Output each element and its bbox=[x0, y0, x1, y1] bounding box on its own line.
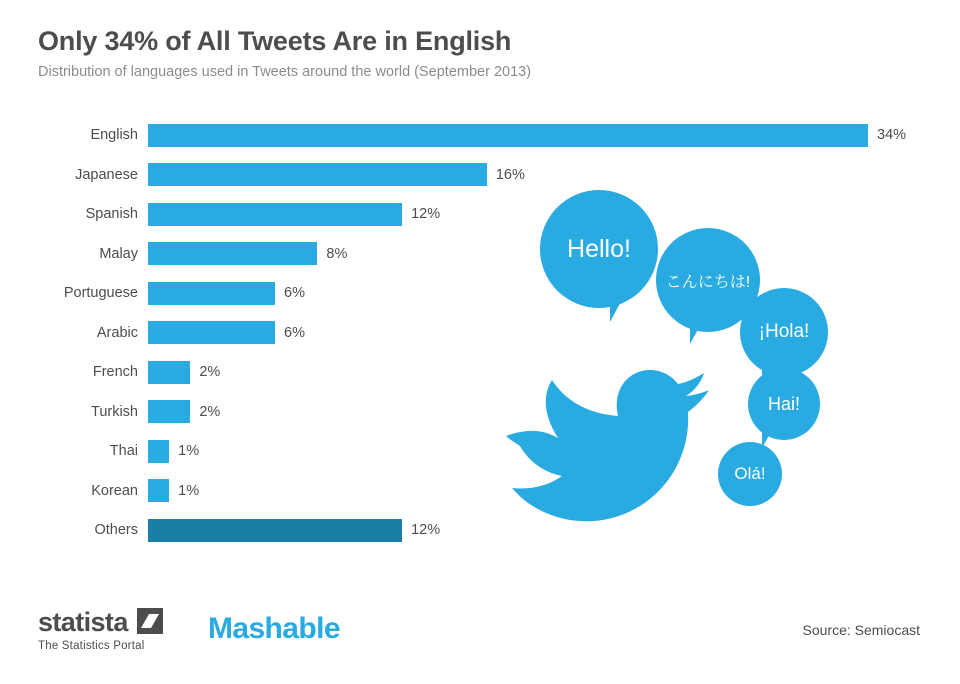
category-label: Arabic bbox=[96, 324, 138, 341]
footer bbox=[0, 598, 960, 684]
bar bbox=[148, 124, 868, 147]
category-label: English bbox=[90, 127, 138, 143]
statista-mark-icon bbox=[137, 608, 163, 634]
bar bbox=[148, 282, 275, 305]
bar bbox=[148, 361, 190, 384]
statista-wordmark: statista bbox=[38, 607, 128, 637]
bar bbox=[148, 400, 190, 423]
bar bbox=[148, 321, 275, 344]
category-label: Thai bbox=[109, 443, 138, 459]
category-label: Spanish bbox=[85, 206, 138, 222]
category-label: Korean bbox=[91, 482, 138, 499]
category-label: Others bbox=[94, 522, 138, 538]
chart-row bbox=[0, 118, 960, 152]
bar-container bbox=[148, 237, 347, 271]
source-note: Source: Semiocast bbox=[802, 622, 920, 638]
speech-bubble-spanish: ¡Hola! bbox=[740, 288, 828, 376]
value-label: 12% bbox=[411, 522, 441, 538]
value-label: 1% bbox=[178, 443, 200, 459]
statista-logo bbox=[38, 608, 218, 652]
bar-container bbox=[148, 276, 305, 310]
bar-container bbox=[148, 118, 906, 152]
bar bbox=[148, 242, 317, 265]
bar bbox=[148, 203, 402, 226]
bar-container bbox=[148, 197, 440, 231]
bar-container bbox=[148, 395, 220, 429]
chart-row bbox=[0, 355, 960, 389]
value-label: 1% bbox=[178, 482, 200, 499]
value-label: 34% bbox=[877, 127, 907, 143]
value-label: 6% bbox=[284, 324, 306, 341]
speech-bubble-malay: Hai! bbox=[748, 368, 820, 440]
category-label: Japanese bbox=[75, 166, 138, 183]
speech-bubble-japanese: こんにちは! bbox=[656, 228, 760, 332]
bar-container bbox=[148, 355, 220, 389]
bar bbox=[148, 479, 169, 502]
page-subtitle: Distribution of languages used in Tweets around the world (September 2013) bbox=[38, 64, 532, 81]
category-label: French bbox=[92, 364, 138, 380]
bar-container bbox=[148, 316, 305, 350]
chart-row bbox=[0, 316, 960, 350]
chart-row bbox=[0, 237, 960, 271]
value-label: 2% bbox=[199, 403, 221, 420]
bar-container bbox=[148, 158, 525, 192]
bar bbox=[148, 519, 402, 542]
value-label: 16% bbox=[495, 166, 525, 183]
chart-row bbox=[0, 474, 960, 508]
category-label: Portuguese bbox=[63, 285, 138, 301]
statista-tagline: The Statistics Portal bbox=[38, 640, 145, 652]
category-label: Malay bbox=[99, 245, 138, 262]
bar-container bbox=[148, 474, 199, 508]
bar-container bbox=[148, 434, 199, 468]
chart-row bbox=[0, 158, 960, 192]
speech-bubble-portuguese: Olá! bbox=[718, 442, 782, 506]
value-label: 2% bbox=[199, 364, 221, 380]
chart-row bbox=[0, 197, 960, 231]
bar-container bbox=[148, 513, 440, 547]
value-label: 8% bbox=[326, 245, 348, 262]
chart-row bbox=[0, 395, 960, 429]
page-title: Only 34% of All Tweets Are in English bbox=[38, 26, 512, 56]
chart-row bbox=[0, 513, 960, 547]
mashable-logo: Mashable bbox=[208, 612, 340, 645]
chart-row bbox=[0, 276, 960, 310]
bar bbox=[148, 440, 169, 463]
value-label: 12% bbox=[411, 206, 441, 222]
header bbox=[0, 0, 960, 81]
bar bbox=[148, 163, 487, 186]
category-label: Turkish bbox=[91, 403, 138, 420]
bar-chart bbox=[0, 118, 960, 588]
value-label: 6% bbox=[284, 285, 306, 301]
chart-row bbox=[0, 434, 960, 468]
speech-bubble-english: Hello! bbox=[540, 190, 658, 308]
